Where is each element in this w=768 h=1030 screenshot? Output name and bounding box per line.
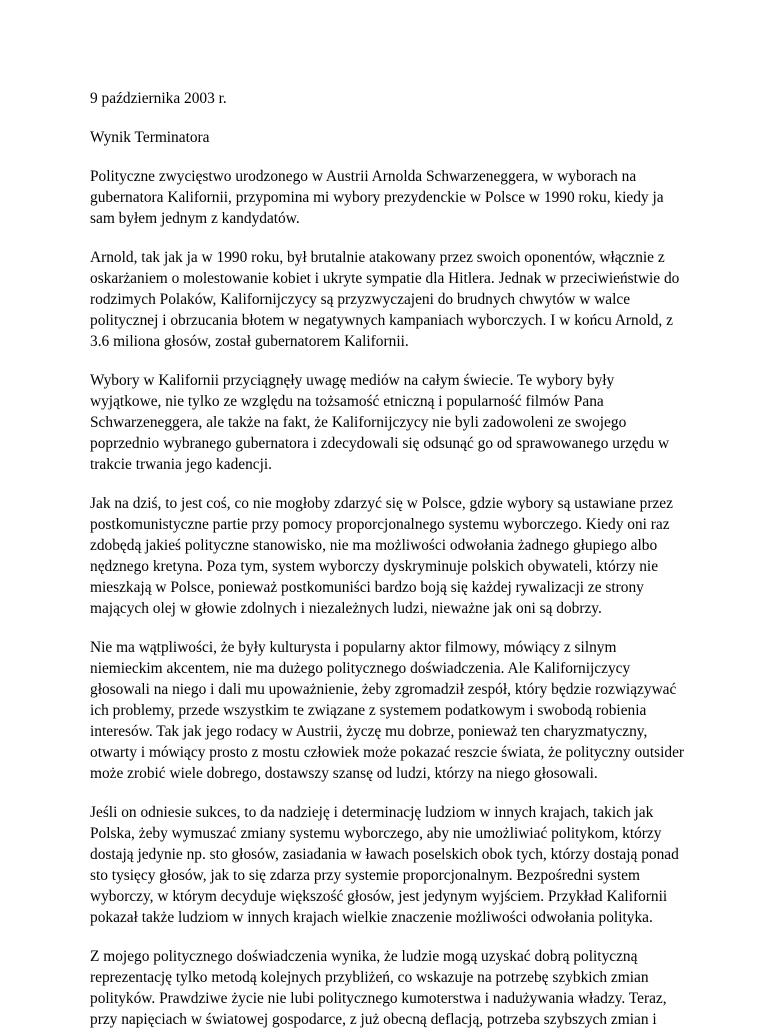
paragraph-5: Nie ma wątpliwości, że były kulturysta i popularny aktor filmowy, mówiący z silnym niemieckim akcentem, nie ma dużego politycznego doświadczenia. Ale Kalifornijczycy głosowali na niego i dali mu upoważnienie, żeby zgromadził zespół, który będzie rozwiązywać ich problemy, przede wszystkim te związane z systemem podatkowym i swobodą robienia interesów. Tak jak jego rodacy w Austrii, życzę mu dobrze, ponieważ ten charyzmatyczny, otwarty i mówiący prosto z mostu człowiek może pokazać reszcie świata, że polityczny outsider może zrobić wiele dobrego, dostawszy szansę od ludzi, którzy na niego głosowali. <box>90 639 685 782</box>
document-title: Wynik Terminatora <box>90 129 210 146</box>
paragraph-6: Jeśli on odniesie sukces, to da nadzieję i determinację ludziom w innych krajach, takich jak Polska, żeby wymuszać zmiany systemu wyborczego, aby nie umożliwiać politykom, którzy dostają jedynie np. sto głosów, zasiadania w ławach poselskich obok tych, którzy dostają ponad sto tysięcy głosów, jak to się zdarza przy systemie proporcjonalnym. Bezpośredni system wyborczy, w którym decyduje większość głosów, jest jedynym wyjściem. Przykład Kalifornii pokazał także ludziom w innych krajach wielkie znaczenie możliwości odwołania polityka. <box>90 804 679 926</box>
paragraph-7: Z mojego politycznego doświadczenia wynika, że ludzie mogą uzyskać dobrą polityczną reprezentację tylko metodą kolejnych przybliżeń, co wskazuje na potrzebę szybkich zmian polityków. Prawdziwe życie nie lubi politycznego kumoterstwa i nadużywania władzy. Teraz, przy napięciach w światowej gospodarce, z już obecną deflacją, potrzeba szybszych zmian i <box>90 948 667 1028</box>
paragraph-4: Jak na dziś, to jest coś, co nie mogłoby zdarzyć się w Polsce, gdzie wybory są ustawiane przez postkomunistyczne partie przy pomocy proporcjonalnego systemu wyborczego. Kiedy oni raz zdobędą jakieś polityczne stanowisko, nie ma możliwości odwołania żadnego głupiego albo nędznego kretyna. Poza tym, system wyborczy dyskryminuje polskich obywateli, którzy nie mieszkają w Polsce, ponieważ postkomuniści bardzo boją się każdej rywalizacji ze strony mających olej w głowie zdolnych i niezależnych ludzi, nieważne jak oni są dobrzy. <box>90 495 673 617</box>
document-page <box>90 88 686 1030</box>
document-date: 9 października 2003 r. <box>90 90 227 107</box>
paragraph-3: Wybory w Kalifornii przyciągnęły uwagę mediów na całym świecie. Te wybory były wyjątkowe, nie tylko ze względu na tożsamość etniczną i popularność filmów Pana Schwarzeneggera, ale także na fakt, że Kalifornijczycy nie byli zadowoleni ze swojego poprzednio wybranego gubernatora i zdecydowali się odsunąć go od sprawowanego urzędu w trakcie trwania jego kadencji. <box>90 372 670 473</box>
paragraph-1: Polityczne zwycięstwo urodzonego w Austrii Arnolda Schwarzeneggera, w wyborach na gubernatora Kalifornii, przypomina mi wybory prezydenckie w Polsce w 1990 roku, kiedy ja sam byłem jednym z kandydatów. <box>90 168 664 227</box>
paragraph-2: Arnold, tak jak ja w 1990 roku, był brutalnie atakowany przez swoich oponentów, włącznie z oskarżaniem o molestowanie kobiet i ukryte sympatie dla Hitlera. Jednak w przeciwieństwie do rodzimych Polaków, Kalifornijczycy są przyzwyczajeni do brudnych chwytów w walce politycznej i obrzucania błotem w negatywnych kampaniach wyborczych. I w końcu Arnold, z 3.6 miliona głosów, został gubernatorem Kalifornii. <box>90 249 680 350</box>
